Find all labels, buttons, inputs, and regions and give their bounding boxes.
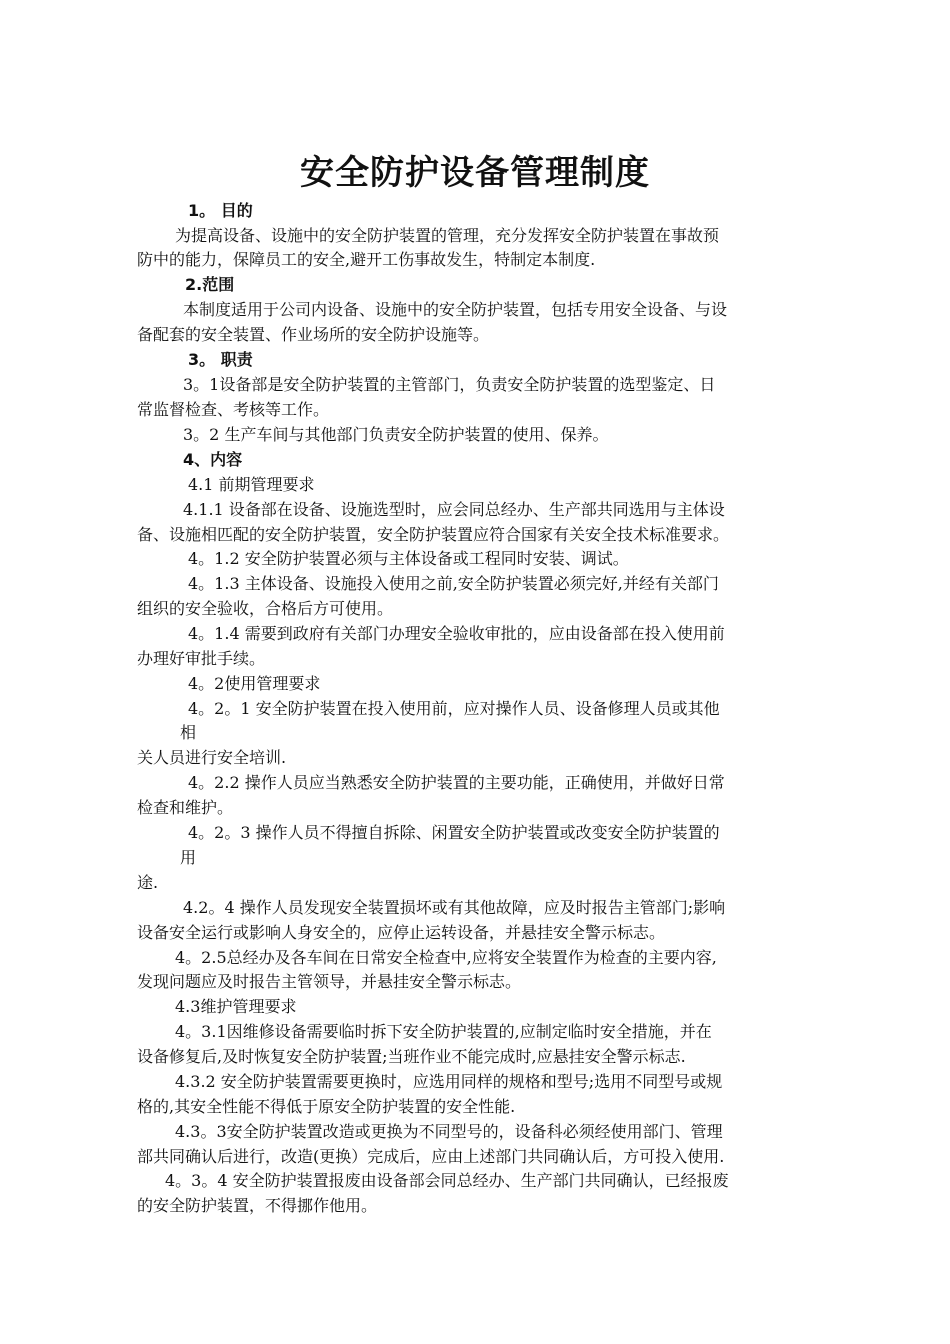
heading-content: 4、内容 (183, 450, 243, 469)
paragraph-line: 备配套的安全装置、作业场所的安全防护设施等。 (137, 325, 490, 344)
paragraph-line: 检查和维护。 (137, 798, 234, 817)
paragraph-line: 4。1.3 主体设备、设施投入使用之前,安全防护装置必须完好,并经有关部门 (188, 574, 719, 593)
subheading-line: 4.3维护管理要求 (175, 997, 297, 1016)
paragraph-line: 4.2。4 操作人员发现安全装置损坏或有其他故障，应及时报告主管部门;影响 (183, 898, 726, 917)
subheading-line: 4.1 前期管理要求 (188, 475, 315, 494)
paragraph-line: 设备修复后,及时恢复安全防护装置;当班作业不能完成时,应悬挂安全警示标志. (137, 1047, 686, 1066)
paragraph-line: 4。3。4 安全防护装置报废由设备部会同总经办、生产部门共同确认，已经报废 (165, 1171, 729, 1190)
document-title: 安全防护设备管理制度 (300, 153, 650, 193)
paragraph-line: 关人员进行安全培训. (137, 748, 287, 767)
paragraph-line: 防中的能力，保障员工的安全,避开工伤事故发生，特制定本制度. (137, 250, 596, 269)
paragraph-line: 4。2。1 安全防护装置在投入使用前，应对操作人员、设备修理人员或其他 (188, 699, 720, 718)
paragraph-line: 本制度适用于公司内设备、设施中的安全防护装置，包括专用安全设备、与设 (183, 300, 728, 319)
paragraph-line: 办理好审批手续。 (137, 649, 266, 668)
paragraph-line: 组织的安全验收，合格后方可使用。 (137, 599, 394, 618)
paragraph-line: 用 (180, 848, 197, 867)
paragraph-line: 4。1.2 安全防护装置必须与主体设备或工程同时安装、调试。 (188, 549, 629, 568)
paragraph-line: 4。2.5总经办及各车间在日常安全检查中,应将安全装置作为检查的主要内容, (175, 948, 717, 967)
paragraph-line: 相 (180, 723, 197, 742)
paragraph-line: 常监督检查、考核等工作。 (137, 400, 330, 419)
subheading-line: 4。2使用管理要求 (188, 674, 321, 693)
paragraph-line: 备、设施相匹配的安全防护装置，安全防护装置应符合国家有关安全技术标准要求。 (137, 525, 730, 544)
paragraph-line: 4.1.1 设备部在设备、设施选型时，应会同总经办、生产部共同选用与主体设 (183, 500, 725, 519)
paragraph-line: 4.3.2 安全防护装置需要更换时，应选用同样的规格和型号;选用不同型号或规 (175, 1072, 723, 1091)
paragraph-line: 设备安全运行或影响人身安全的，应停止运转设备，并悬挂安全警示标志。 (137, 923, 666, 942)
paragraph-line: 格的,其安全性能不得低于原安全防护装置的安全性能. (137, 1097, 516, 1116)
heading-purpose: 1。 目的 (188, 201, 253, 220)
paragraph-line: 4。2.2 操作人员应当熟悉安全防护装置的主要功能，正确使用，并做好日常 (188, 773, 725, 792)
heading-scope: 2.范围 (185, 275, 235, 294)
paragraph-line: 发现问题应及时报告主管领导，并悬挂安全警示标志。 (137, 972, 522, 991)
paragraph-line: 4。3.1因维修设备需要临时拆下安全防护装置的,应制定临时安全措施，并在 (175, 1022, 712, 1041)
paragraph-line: 的安全防护装置，不得挪作他用。 (137, 1196, 378, 1215)
paragraph-line: 为提高设备、设施中的安全防护装置的管理，充分发挥安全防护装置在事故预 (175, 226, 720, 245)
paragraph-line: 途. (137, 873, 159, 892)
heading-responsibility: 3。 职责 (188, 350, 253, 369)
paragraph-line: 部共同确认后进行，改造(更换）完成后，应由上述部门共同确认后，方可投入使用. (137, 1147, 725, 1166)
paragraph-line: 4.3。3安全防护装置改造或更换为不同型号的，设备科必须经使用部门、管理 (175, 1122, 723, 1141)
paragraph-line: 4。2。3 操作人员不得擅自拆除、闲置安全防护装置或改变安全防护装置的 (188, 823, 720, 842)
paragraph-line: 3。1设备部是安全防护装置的主管部门，负责安全防护装置的选型鉴定、日 (183, 375, 716, 394)
paragraph-line: 4。1.4 需要到政府有关部门办理安全验收审批的，应由设备部在投入使用前 (188, 624, 725, 643)
paragraph-line: 3。2 生产车间与其他部门负责安全防护装置的使用、保养。 (183, 425, 609, 444)
